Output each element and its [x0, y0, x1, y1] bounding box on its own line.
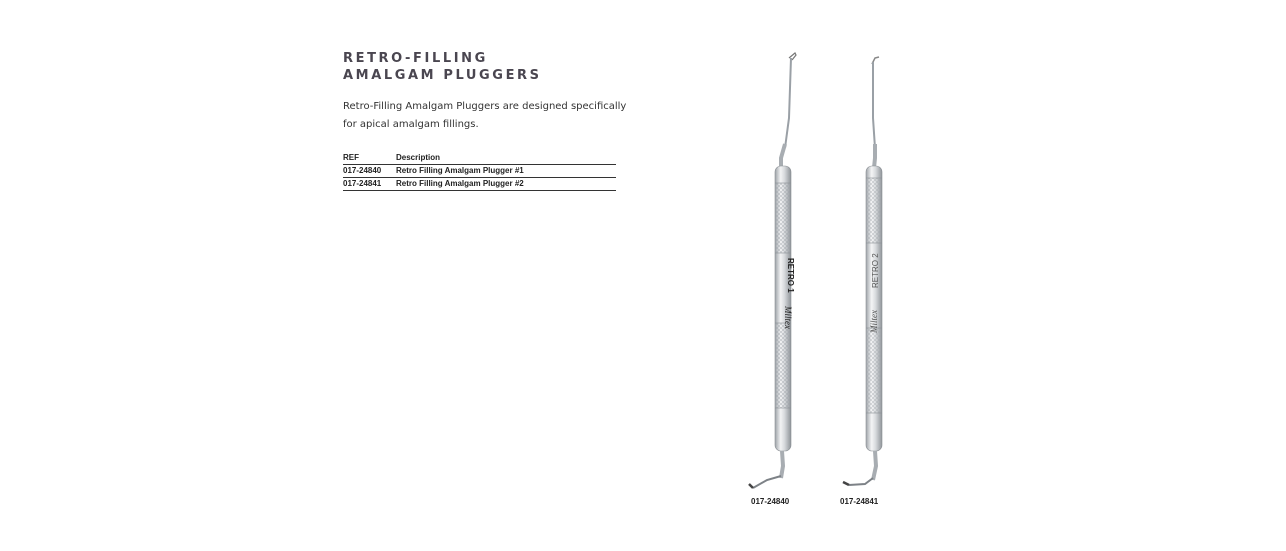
product-description: Retro-Filling Amalgam Pluggers are designed specifically for apical amalgam fillings.	[343, 101, 627, 130]
table-row	[343, 165, 616, 178]
description-cell: Retro Filling Amalgam Plugger #1	[396, 165, 616, 178]
ref-cell: 017-24841	[343, 178, 396, 191]
brand-mark: Miltex	[783, 306, 793, 329]
page-title	[343, 50, 542, 84]
retro-plugger-1-image	[745, 48, 805, 493]
ref-cell: 017-24840	[343, 165, 396, 178]
handle-label: RETRO 2	[871, 253, 880, 288]
title-line-2: AMALGAM PLUGGERS	[343, 68, 542, 83]
table-header-row	[343, 152, 616, 165]
ref-column-header: REF	[343, 152, 396, 165]
brand-mark: Miltex	[869, 310, 879, 333]
description-column-header: Description	[396, 152, 616, 165]
handle-label: RETRO 1	[786, 258, 795, 293]
title-line-1: RETRO-FILLING	[343, 51, 488, 66]
instrument-2-caption: 017-24841	[840, 497, 879, 506]
retro-plugger-2-image	[835, 48, 895, 493]
reference-table	[343, 152, 616, 191]
instrument-1-caption: 017-24840	[751, 497, 790, 506]
description-cell: Retro Filling Amalgam Plugger #2	[396, 178, 616, 191]
table-row	[343, 178, 616, 191]
